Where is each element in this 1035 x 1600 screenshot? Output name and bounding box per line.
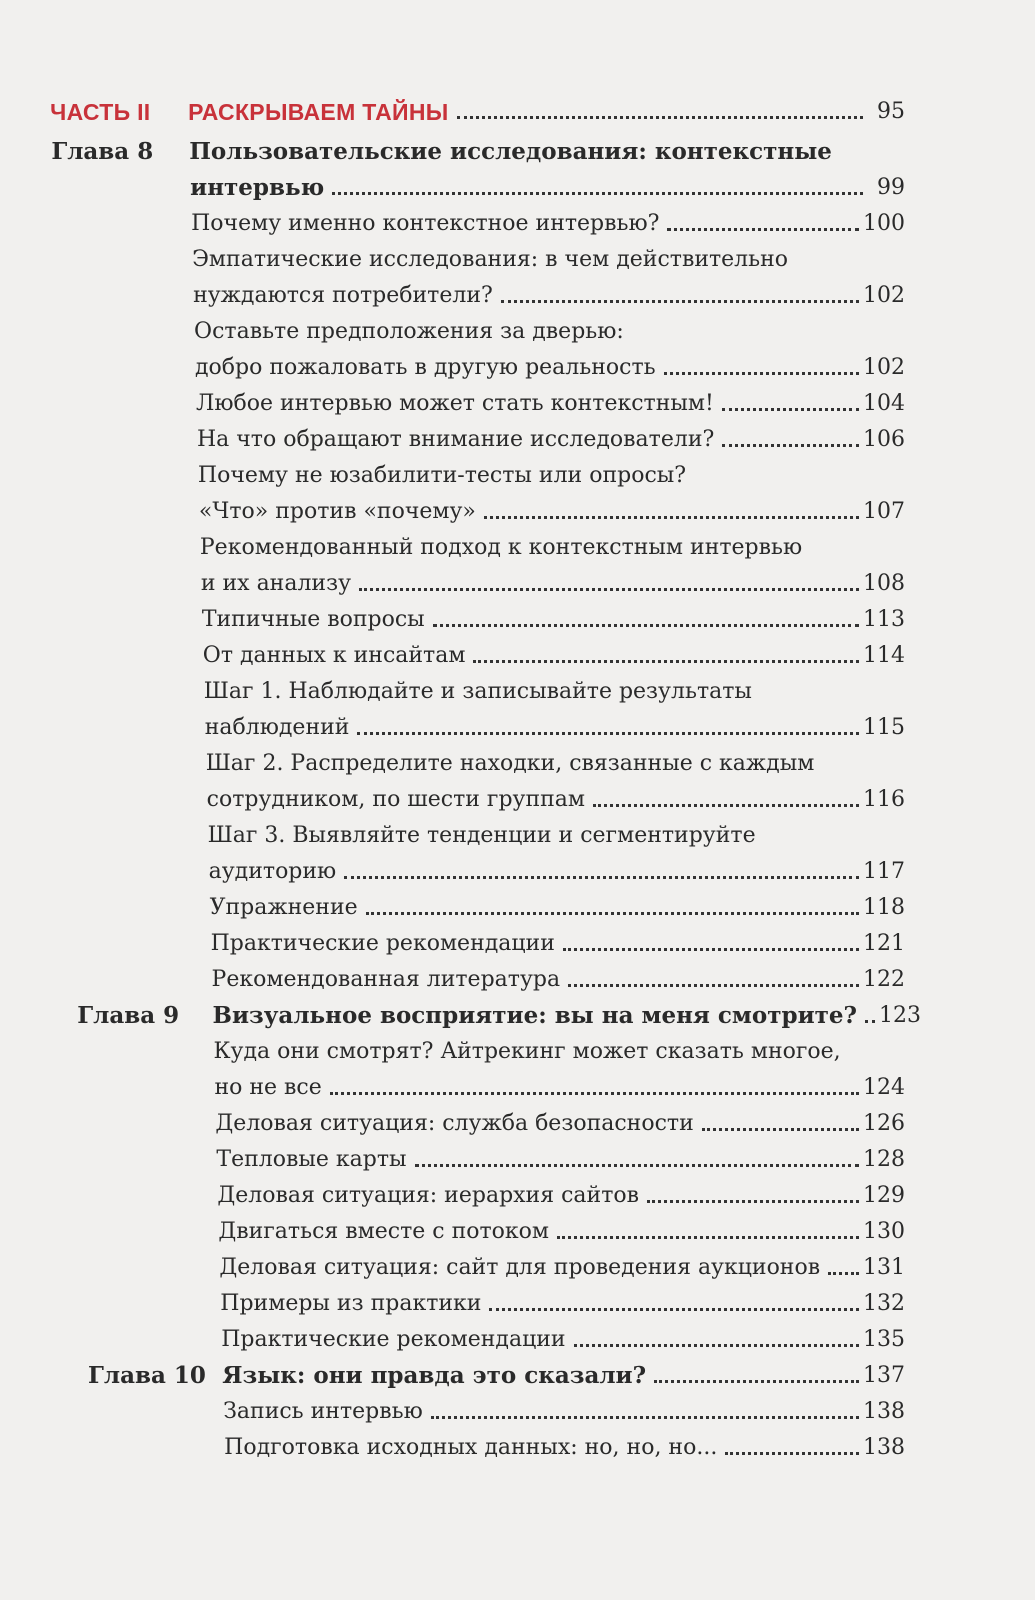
page-number: 126 (862, 1111, 905, 1136)
toc-entry-title: От данных к инсайтам (202, 643, 466, 668)
page-number: 102 (862, 283, 905, 308)
toc-entry[interactable] (216, 1140, 905, 1174)
page-number: 114 (862, 643, 905, 668)
page-number: 130 (862, 1219, 905, 1244)
toc-entry-title: но не все (214, 1075, 322, 1100)
toc-entry[interactable] (191, 204, 905, 238)
toc-entry-title: нуждаются потребители? (193, 283, 493, 308)
page-number: 115 (862, 715, 905, 740)
page-number: 108 (862, 571, 905, 596)
toc-entry-title: Тепловые карты (216, 1147, 407, 1172)
page-number: 104 (862, 391, 905, 416)
toc-entry[interactable] (220, 1284, 905, 1318)
dot-leader (457, 116, 863, 119)
dot-leader (865, 1020, 875, 1023)
toc-chapter-row[interactable] (190, 168, 905, 202)
toc-entry[interactable] (197, 420, 905, 454)
toc-entry[interactable] (203, 636, 905, 670)
toc-entry-title: Упражнение (209, 895, 358, 920)
toc-entry[interactable] (218, 1212, 905, 1246)
toc-entry-title: Запись интервью (223, 1399, 423, 1424)
toc-chapter-row[interactable] (222, 1356, 905, 1390)
page-number: 100 (862, 211, 905, 236)
toc-entry[interactable] (205, 708, 905, 742)
chapter-label: Глава 8 (51, 138, 154, 165)
toc-entry[interactable] (196, 384, 905, 418)
chapter-label: Глава 10 (88, 1362, 206, 1389)
toc-entry-title: Типичные вопросы (201, 607, 425, 632)
dot-leader (357, 732, 859, 735)
dot-leader (431, 1416, 859, 1419)
page-number: 123 (879, 1003, 922, 1028)
dot-leader (501, 300, 859, 303)
toc-entry[interactable] (224, 1428, 905, 1462)
toc-entry-title-line: Пользовательские исследования: контекстные (189, 138, 832, 165)
page-number: 113 (862, 607, 905, 632)
toc-entry-title: интервью (190, 174, 325, 201)
dot-leader (647, 1200, 859, 1203)
page-number: 121 (862, 931, 905, 956)
toc-entry[interactable] (209, 852, 905, 886)
toc-entry-title: Практические рекомендации (221, 1327, 566, 1352)
toc-entry-title: и их анализу (200, 571, 352, 596)
page-number: 116 (862, 787, 905, 812)
page-number: 138 (862, 1399, 905, 1424)
toc-entry-title-line: Оставьте предположения за дверью: (194, 319, 624, 344)
toc-entry[interactable] (210, 888, 905, 922)
page-number: 99 (876, 175, 905, 200)
toc-entry[interactable] (215, 1104, 905, 1138)
dot-leader (664, 372, 859, 375)
dot-leader (332, 192, 863, 195)
toc-entry-title: Почему именно контекстное интервью? (191, 211, 660, 236)
toc-entry-title-line: Эмпатические исследования: в чем действительно (192, 247, 789, 272)
toc-entry-title: Язык: они правда это сказали? (222, 1362, 647, 1389)
page-number: 128 (862, 1147, 905, 1172)
page-number: 95 (876, 99, 905, 124)
dot-leader (828, 1272, 859, 1275)
toc-entry-title: Примеры из практики (220, 1291, 482, 1316)
dot-leader (593, 804, 859, 807)
dot-leader (574, 1344, 859, 1347)
toc-entry-title: Деловая ситуация: служба безопасности (215, 1111, 694, 1136)
toc-entry-title: сотрудником, по шести группам (206, 787, 586, 812)
page-number: 137 (862, 1363, 905, 1388)
dot-leader (484, 516, 859, 519)
page-number: 102 (862, 355, 905, 380)
toc-entry[interactable] (193, 276, 905, 310)
toc-entry[interactable] (199, 492, 905, 526)
page-number: 106 (862, 427, 905, 452)
page-number: 138 (862, 1435, 905, 1460)
toc-entry-title-line: Шаг 2. Распределите находки, связанные с каждым (205, 751, 815, 776)
dot-leader (433, 624, 859, 627)
toc-entry-title: Визуальное восприятие: вы на меня смотрите? (212, 1002, 858, 1029)
dot-leader (344, 876, 859, 879)
toc-entry-title-line: Куда они смотрят? Айтрекинг может сказать многое, (213, 1039, 841, 1064)
toc-entry[interactable] (217, 1176, 905, 1210)
toc-entry-title: Двигаться вместе с потоком (218, 1219, 550, 1244)
dot-leader (563, 948, 859, 951)
dot-leader (415, 1164, 859, 1167)
page-number: 129 (862, 1183, 905, 1208)
dot-leader (654, 1380, 859, 1383)
toc-entry-title: Практические рекомендации (210, 931, 555, 956)
dot-leader (667, 228, 859, 231)
toc-entry-title: Любое интервью может стать контекстным! (195, 391, 714, 416)
toc-entry-title: Подготовка исходных данных: но, но, но... (224, 1435, 718, 1460)
toc-entry[interactable] (214, 1068, 905, 1102)
toc-entry[interactable] (195, 348, 905, 382)
dot-leader (722, 408, 859, 411)
dot-leader (366, 912, 859, 915)
dot-leader (489, 1308, 859, 1311)
toc-entry-title: наблюдений (204, 715, 350, 740)
toc-entry[interactable] (201, 564, 905, 598)
part-label: ЧАСТЬ II (50, 99, 151, 125)
dot-leader (473, 660, 859, 663)
toc-entry-title-line: Шаг 3. Выявляйте тенденции и сегментируйте (207, 823, 756, 848)
toc-entry[interactable] (211, 924, 905, 958)
dot-leader (557, 1236, 859, 1239)
page-number: 132 (862, 1291, 905, 1316)
toc-entry-title-line: Шаг 1. Наблюдайте и записывайте результаты (203, 679, 752, 704)
toc-entry-title: Рекомендованная литература (211, 967, 561, 992)
toc-entry[interactable] (219, 1248, 905, 1282)
page-number: 117 (862, 859, 905, 884)
toc-entry[interactable] (212, 960, 905, 994)
toc-entry[interactable] (223, 1392, 905, 1426)
toc-entry-title-line: Почему не юзабилити-тесты или опросы? (197, 463, 687, 488)
toc-part-row[interactable] (188, 92, 905, 126)
page-number: 135 (862, 1327, 905, 1352)
toc-entry-title: добро пожаловать в другую реальность (195, 355, 656, 380)
page-number: 107 (862, 499, 905, 524)
toc-entry-title: «Что» против «почему» (198, 499, 476, 524)
dot-leader (359, 588, 859, 591)
page-number: 131 (862, 1255, 905, 1280)
toc-entry-title-line: Рекомендованный подход к контекстным интервью (199, 535, 803, 560)
dot-leader (330, 1092, 859, 1095)
page-number: 118 (862, 895, 905, 920)
toc-entry[interactable] (202, 600, 905, 634)
toc-entry-title: аудиторию (208, 859, 337, 884)
dot-leader (568, 984, 859, 987)
dot-leader (722, 444, 859, 447)
toc-entry-title: Деловая ситуация: иерархия сайтов (217, 1183, 639, 1208)
toc-entry-title: Деловая ситуация: сайт для проведения аукционов (219, 1255, 821, 1280)
dot-leader (725, 1452, 859, 1455)
toc-entry-title: РАСКРЫВАЕМ ТАЙНЫ (188, 99, 449, 125)
toc-chapter-row[interactable] (212, 996, 922, 1030)
toc-entry[interactable] (221, 1320, 905, 1354)
page-number: 124 (862, 1075, 905, 1100)
dot-leader (702, 1128, 859, 1131)
page-number: 122 (862, 967, 905, 992)
toc-entry[interactable] (207, 780, 905, 814)
toc-entry-title: На что обращают внимание исследователи? (196, 427, 715, 452)
chapter-label: Глава 9 (77, 1002, 180, 1029)
